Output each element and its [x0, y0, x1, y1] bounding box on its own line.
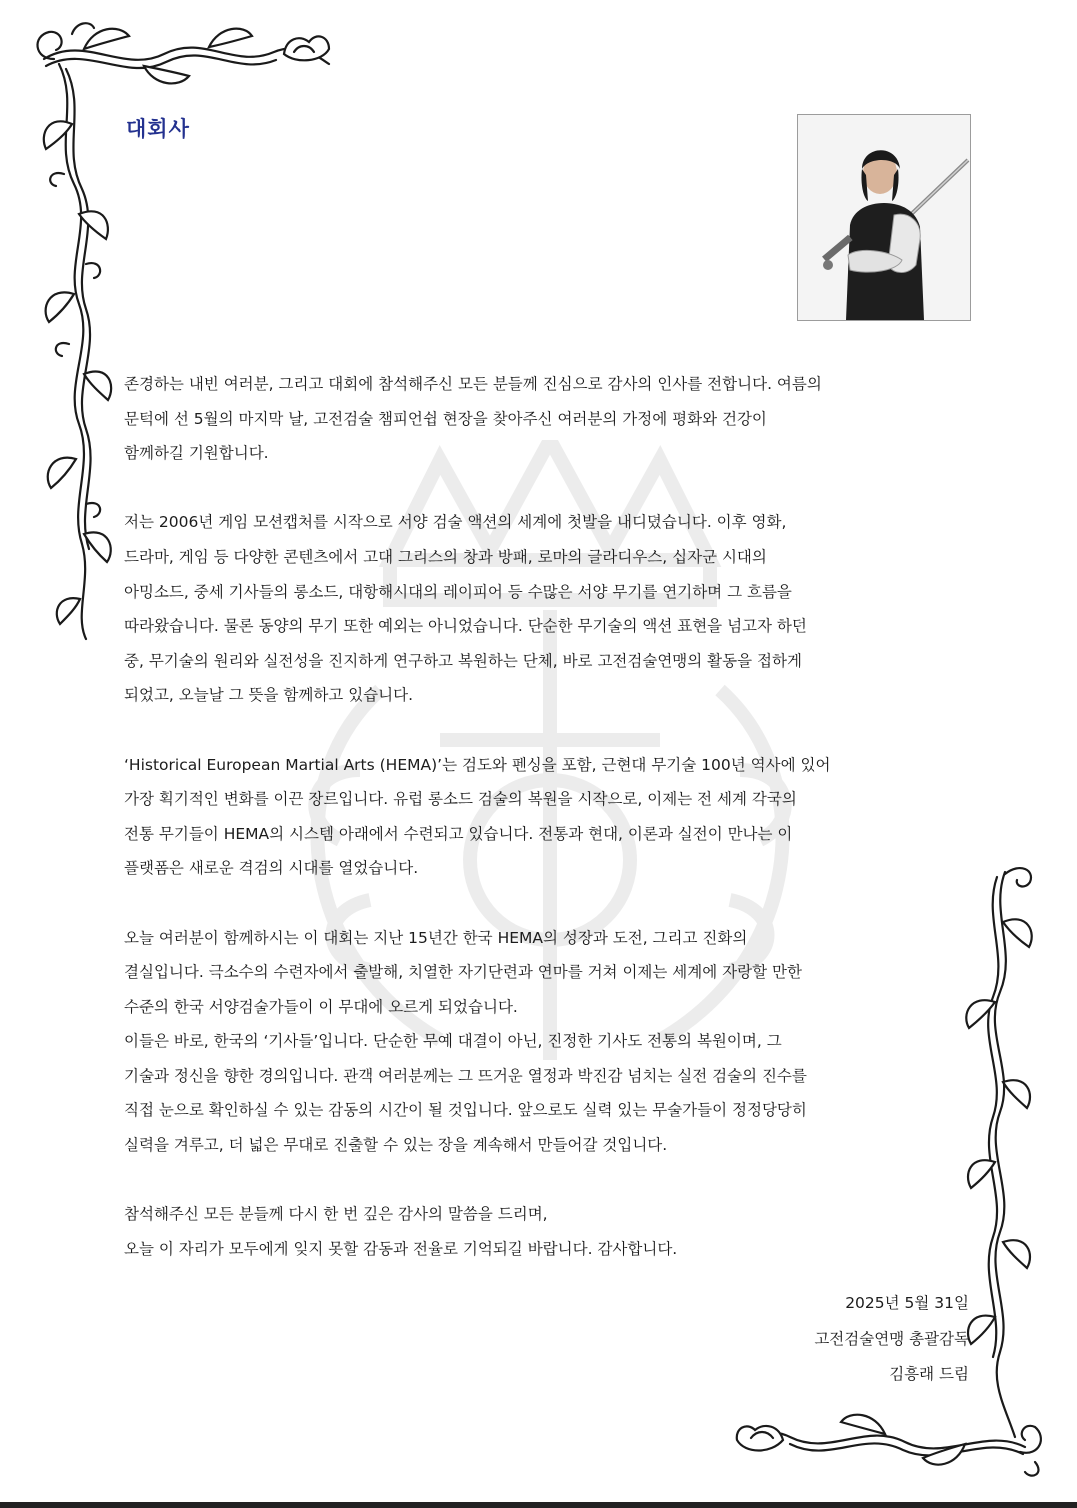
paragraph-line: 가장 획기적인 변화를 이끈 장르입니다. 유럽 롱소드 검술의 복원을 시작으로, 이제는 전 세계 각국의 — [124, 790, 797, 809]
paragraph-line: 참석해주신 모든 분들께 다시 한 번 깊은 감사의 말씀을 드리며, — [124, 1205, 548, 1224]
signature-role: 고전검술연맹 총괄감독 — [814, 1329, 969, 1348]
letter-paragraph — [124, 1197, 964, 1266]
paragraph-line: 오늘 이 자리가 모두에게 잊지 못할 감동과 전율로 기억되길 바랍니다. 감사합니다. — [124, 1239, 678, 1258]
paragraph-line: 이들은 바로, 한국의 ‘기사들’입니다. 단순한 무예 대결이 아닌, 진정한 기사도 전통의 복원이며, 그 — [124, 1032, 782, 1051]
bottom-rule — [0, 1502, 1077, 1508]
paragraph-line: 중, 무기술의 원리와 실전성을 진지하게 연구하고 복원하는 단체, 바로 고전검술연맹의 활동을 접하게 — [124, 651, 802, 670]
portrait-photo — [797, 114, 971, 321]
paragraph-line: 드라마, 게임 등 다양한 콘텐츠에서 고대 그리스의 창과 방패, 로마의 글라디우스, 십자군 시대의 — [124, 547, 767, 566]
signature-date: 2025년 5월 31일 — [845, 1294, 969, 1312]
paragraph-line: 수준의 한국 서양검술가들이 이 무대에 오르게 되었습니다. — [124, 997, 518, 1016]
paragraph-line: 직접 눈으로 확인하실 수 있는 감동의 시간이 될 것입니다. 앞으로도 실력 있는 무술가들이 정정당당히 — [124, 1101, 807, 1120]
letter-paragraph — [124, 748, 964, 886]
paragraph-line: 문턱에 선 5월의 마지막 날, 고전검술 챔피언쉽 현장을 찾아주신 여러분의 가정에 평화와 건강이 — [124, 409, 767, 428]
paragraph-line: 저는 2006년 게임 모션캡처를 시작으로 서양 검술 액션의 세계에 첫발을 내디뎠습니다. 이후 영화, — [124, 513, 787, 532]
paragraph-line: 따라왔습니다. 물론 동양의 무기 또한 예외는 아니었습니다. 단순한 무기술의 액션 표현을 넘고자 하던 — [124, 617, 807, 636]
paragraph-line: 되었고, 오늘날 그 뜻을 함께하고 있습니다. — [124, 686, 414, 705]
signature-block — [814, 1286, 969, 1393]
letter-paragraph — [124, 367, 964, 471]
paragraph-line: 전통 무기들이 HEMA의 시스템 아래에서 수련되고 있습니다. 전통과 현대, 이론과 실전이 만나는 이 — [124, 824, 793, 843]
paragraph-line: 아밍소드, 중세 기사들의 롱소드, 대항해시대의 레이피어 등 수많은 서양 무기를 연기하며 그 흐름을 — [124, 582, 792, 601]
letter-paragraph — [124, 505, 964, 713]
portrait-photo-icon — [798, 115, 970, 320]
paragraph-line: 존경하는 내빈 여러분, 그리고 대회에 참석해주신 모든 분들께 진심으로 감사의 인사를 전합니다. 여름의 — [124, 375, 822, 393]
paragraph-line: 기술과 정신을 향한 경의입니다. 관객 여러분께는 그 뜨거운 열정과 박진감 넘치는 실전 검술의 진수를 — [124, 1066, 807, 1085]
letter-paragraph — [124, 921, 964, 1163]
paragraph-line: 실력을 겨루고, 더 넓은 무대로 진출할 수 있는 장을 계속해서 만들어갈 것입니다. — [124, 1136, 668, 1155]
paragraph-line: 결실입니다. 극소수의 수련자에서 출발해, 치열한 자기단련과 연마를 거쳐 이제는 세계에 자랑할 만한 — [124, 963, 802, 982]
paragraph-line: 함께하길 기원합니다. — [124, 444, 269, 463]
paragraph-line: 오늘 여러분이 함께하시는 이 대회는 지난 15년간 한국 HEMA의 성장과 도전, 그리고 진화의 — [124, 928, 748, 947]
paragraph-line: ‘Historical European Martial Arts (HEMA)’는 검도와 펜싱을 포함, 근현대 무기술 100년 역사에 있어 — [124, 755, 831, 774]
page-title: 대회사 — [126, 117, 190, 141]
signature-name: 김흥래 드림 — [889, 1365, 969, 1383]
paragraph-line: 플랫폼은 새로운 격검의 시대를 열었습니다. — [124, 859, 419, 878]
letter-body — [124, 367, 964, 1301]
